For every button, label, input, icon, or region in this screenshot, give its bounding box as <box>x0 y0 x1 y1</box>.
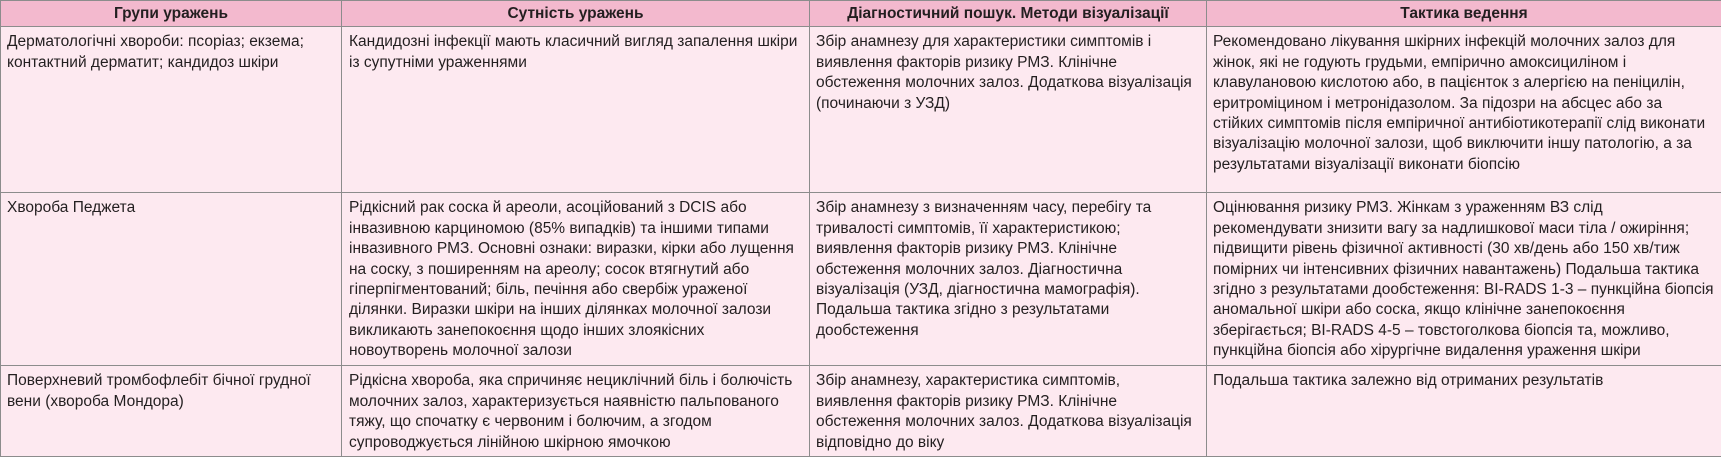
header-management: Тактика ведення <box>1207 1 1721 27</box>
table-header <box>1 1 1721 27</box>
cell-group: Дерматологічні хвороби: псоріаз; екзема; контактний дерматит; кандидоз шкіри <box>1 27 342 193</box>
header-lesion-essence: Сутність уражень <box>342 1 810 27</box>
cell-diagnostics: Збір анамнезу для характеристики симптомів і виявлення факторів ризику РМЗ. Клінічне обстеження молочних залоз. Додаткова візуалізація (починаючи з УЗД) <box>810 27 1207 193</box>
cell-management: Оцінювання ризику РМЗ. Жінкам з ураженням ВЗ слід рекомендувати знизити вагу за надлишкової маси тіла / ожиріння; підвищити рівень фізичної активності (30 хв/день або 150 хв/тиж помірних чи інтенсивних фізичних навантажень) Подальша тактика згідно з результатами дообстеження: BI-RADS 1-3 – пункційна біопсія аномальної шкіри або соска, якщо клінічне занепокоєння зберігається; BI-RADS 4-5 – товстоголкова біопсія та, можливо, пункційна біопсія або хірургічне видалення ураження шкіри <box>1207 193 1721 366</box>
cell-management: Подальша тактика залежно від отриманих результатів <box>1207 366 1721 457</box>
header-diagnostics: Діагностичний пошук. Методи візуалізації <box>810 1 1207 27</box>
header-row <box>1 1 1721 27</box>
cell-essence: Кандидозні інфекції мають класичний вигляд запалення шкіри із супутніми ураженнями <box>342 27 810 193</box>
table-row <box>1 193 1721 366</box>
cell-diagnostics: Збір анамнезу з визначенням часу, перебігу та тривалості симптомів, її характеристикою; виявлення факторів ризику РМЗ. Клінічне обстеження молочних залоз. Діагностична візуалізація (УЗД, діагностична мамографія). Подальша тактика згідно з результатами дообстеження <box>810 193 1207 366</box>
header-lesion-groups: Групи уражень <box>1 1 342 27</box>
cell-essence: Рідкісний рак соска й ареоли, асоційований з DCIS або інвазивною карциномою (85% випадків) та іншими типами інвазивного РМЗ. Основні ознаки: виразки, кірки або лущення на соску, з поширенням на ареолу; сосок втягнутий або гіперпігментований; біль, печіння або свербіж ураженої ділянки. Виразки шкіри на інших ділянках молочної залози викликають занепокоєння щодо інших злоякісних новоутворень молочної залози <box>342 193 810 366</box>
cell-essence: Рідкісна хвороба, яка спричиняє нециклічний біль і болючість молочних залоз, характеризується наявністю пальпованого тяжу, що спочатку є червоним і болючим, а згодом супроводжується лінійною шкірною ямочкою <box>342 366 810 457</box>
cell-group: Хвороба Педжета <box>1 193 342 366</box>
cell-management: Рекомендовано лікування шкірних інфекцій молочних залоз для жінок, які не годують грудьми, емпірично амоксициліном і клавулановою кислотою або, в пацієнток з алергією на пеніцилін, еритроміцином і метронідазолом. За підозри на абсцес або за стійких симптомів після емпіричної антибіотикотерапії слід виконати візуалізацію молочної залози, щоб виключити іншу патологію, а за результатами візуалізації виконати біопсію <box>1207 27 1721 193</box>
table-body <box>1 27 1721 457</box>
cell-group: Поверхневий тромбофлебіт бічної грудної вени (хвороба Мондора) <box>1 366 342 457</box>
table-row <box>1 366 1721 457</box>
cell-diagnostics: Збір анамнезу, характеристика симптомів, виявлення факторів ризику РМЗ. Клінічне обстеження молочних залоз. Додаткова візуалізація відповідно до віку <box>810 366 1207 457</box>
table-row <box>1 27 1721 193</box>
